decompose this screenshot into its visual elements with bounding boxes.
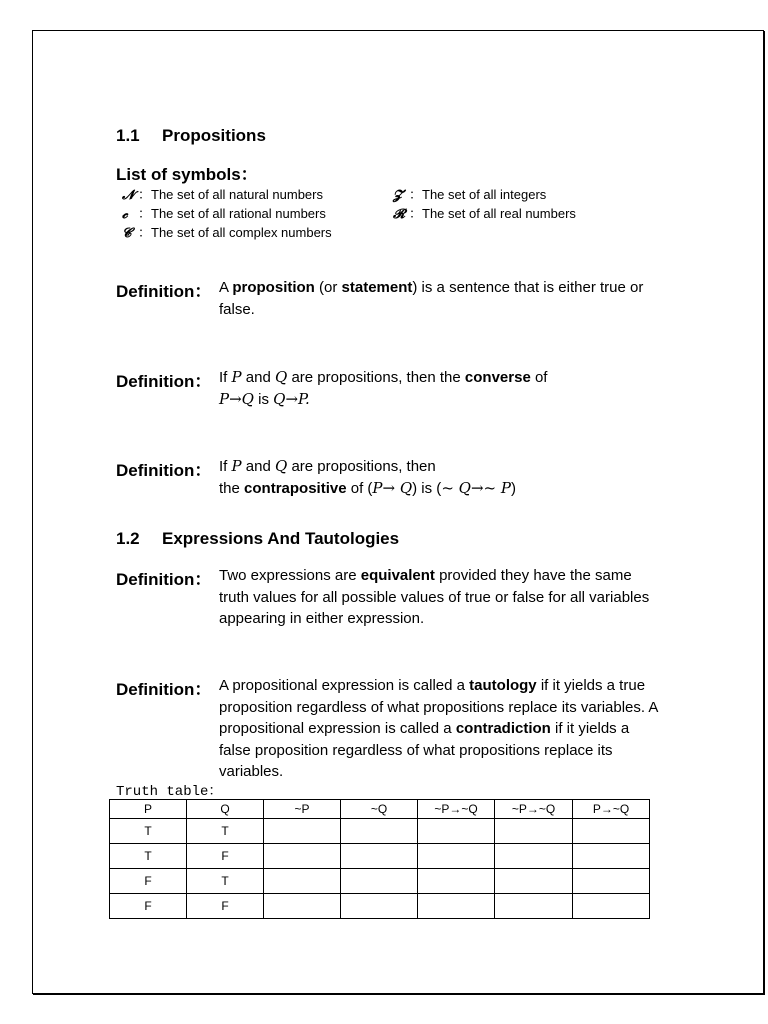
symbols-heading: List of symbols： — [116, 165, 258, 184]
table-cell — [495, 894, 573, 919]
symbol-text: ：The set of all integers — [409, 187, 547, 202]
definition-converse: If P and Q are propositions, then the converse of P→Q is Q→P. — [219, 368, 548, 408]
table-cell — [418, 894, 495, 919]
table-cell — [264, 869, 341, 894]
section-number: 1.2 — [116, 529, 140, 548]
symbol-text: ：The set of all complex numbers — [138, 225, 332, 240]
table-cell — [341, 894, 418, 919]
table-row — [110, 844, 650, 869]
header-cell: P→~Q — [573, 800, 650, 819]
table-cell — [418, 819, 495, 844]
section-title: Propositions — [162, 126, 266, 145]
table-cell — [341, 844, 418, 869]
definition-label: Definition： — [116, 282, 212, 301]
table-cell: T — [187, 869, 264, 894]
symbol-text: ：The set of all natural numbers — [138, 187, 323, 202]
definition-label: Definition： — [116, 680, 212, 699]
table-cell: F — [187, 844, 264, 869]
table-row — [110, 869, 650, 894]
table-cell: F — [110, 894, 187, 919]
definition-proposition: A proposition (or statement) is a sentence that is either true or false. — [219, 279, 644, 318]
symbol-glyph: 𝓡 — [393, 207, 406, 222]
table-cell: T — [110, 819, 187, 844]
section-number: 1.1 — [116, 126, 140, 145]
symbol-glyph: 𝓒 — [122, 226, 132, 241]
table-cell — [573, 894, 650, 919]
symbol-rational — [122, 203, 326, 222]
symbol-text: ：The set of all real numbers — [409, 206, 576, 221]
symbol-real — [393, 203, 576, 222]
table-cell: T — [110, 844, 187, 869]
table-row — [110, 894, 650, 919]
section-heading-1-2 — [116, 529, 399, 549]
definition-label: Definition： — [116, 461, 212, 480]
table-cell — [264, 819, 341, 844]
table-row — [110, 819, 650, 844]
section-heading-1-1 — [116, 126, 266, 146]
header-cell: ~P→~Q — [495, 800, 573, 819]
table-cell — [495, 844, 573, 869]
table-cell — [495, 819, 573, 844]
table-cell — [418, 869, 495, 894]
symbol-natural — [122, 184, 323, 203]
definition-label: Definition： — [116, 570, 212, 589]
symbol-glyph: 𝓬 — [122, 207, 128, 222]
table-header-row — [110, 800, 650, 819]
symbol-glyph: 𝓩 — [393, 188, 403, 203]
table-cell — [264, 844, 341, 869]
definition-label: Definition： — [116, 372, 212, 391]
table-cell — [341, 819, 418, 844]
symbol-glyph: 𝓝 — [122, 188, 135, 203]
table-cell — [495, 869, 573, 894]
header-cell: ~Q — [341, 800, 418, 819]
table-cell — [264, 894, 341, 919]
table-cell — [573, 844, 650, 869]
truth-table — [109, 799, 650, 919]
header-cell: ~P→~Q — [418, 800, 495, 819]
header-cell: ~P — [264, 800, 341, 819]
header-cell: Q — [187, 800, 264, 819]
table-cell: F — [110, 869, 187, 894]
truth-table-title: Truth table： — [116, 784, 223, 800]
table-cell — [573, 819, 650, 844]
header-cell: P — [110, 800, 187, 819]
table-cell: T — [187, 819, 264, 844]
table-cell — [341, 869, 418, 894]
definition-tautology: A propositional expression is called a tautology if it yields a true proposition regardless of what propositions replace its variables. A propositional expression is called a contradiction if it yields a false proposition regardless of what propositions replace its variables. — [219, 677, 658, 780]
symbol-integers — [393, 184, 546, 203]
symbol-complex — [122, 222, 332, 241]
table-cell — [573, 869, 650, 894]
definition-contrapositive: If P and Q are propositions, then the contrapositive of (P→ Q) is (~ Q→~ P) — [219, 457, 516, 497]
symbol-text: ：The set of all rational numbers — [138, 206, 326, 221]
definition-equivalent: Two expressions are equivalent provided they have the same truth values for all possible values of true or false for all variables appearing in either expression. — [219, 567, 650, 627]
table-cell — [418, 844, 495, 869]
section-title: Expressions And Tautologies — [162, 529, 400, 548]
table-cell: F — [187, 894, 264, 919]
